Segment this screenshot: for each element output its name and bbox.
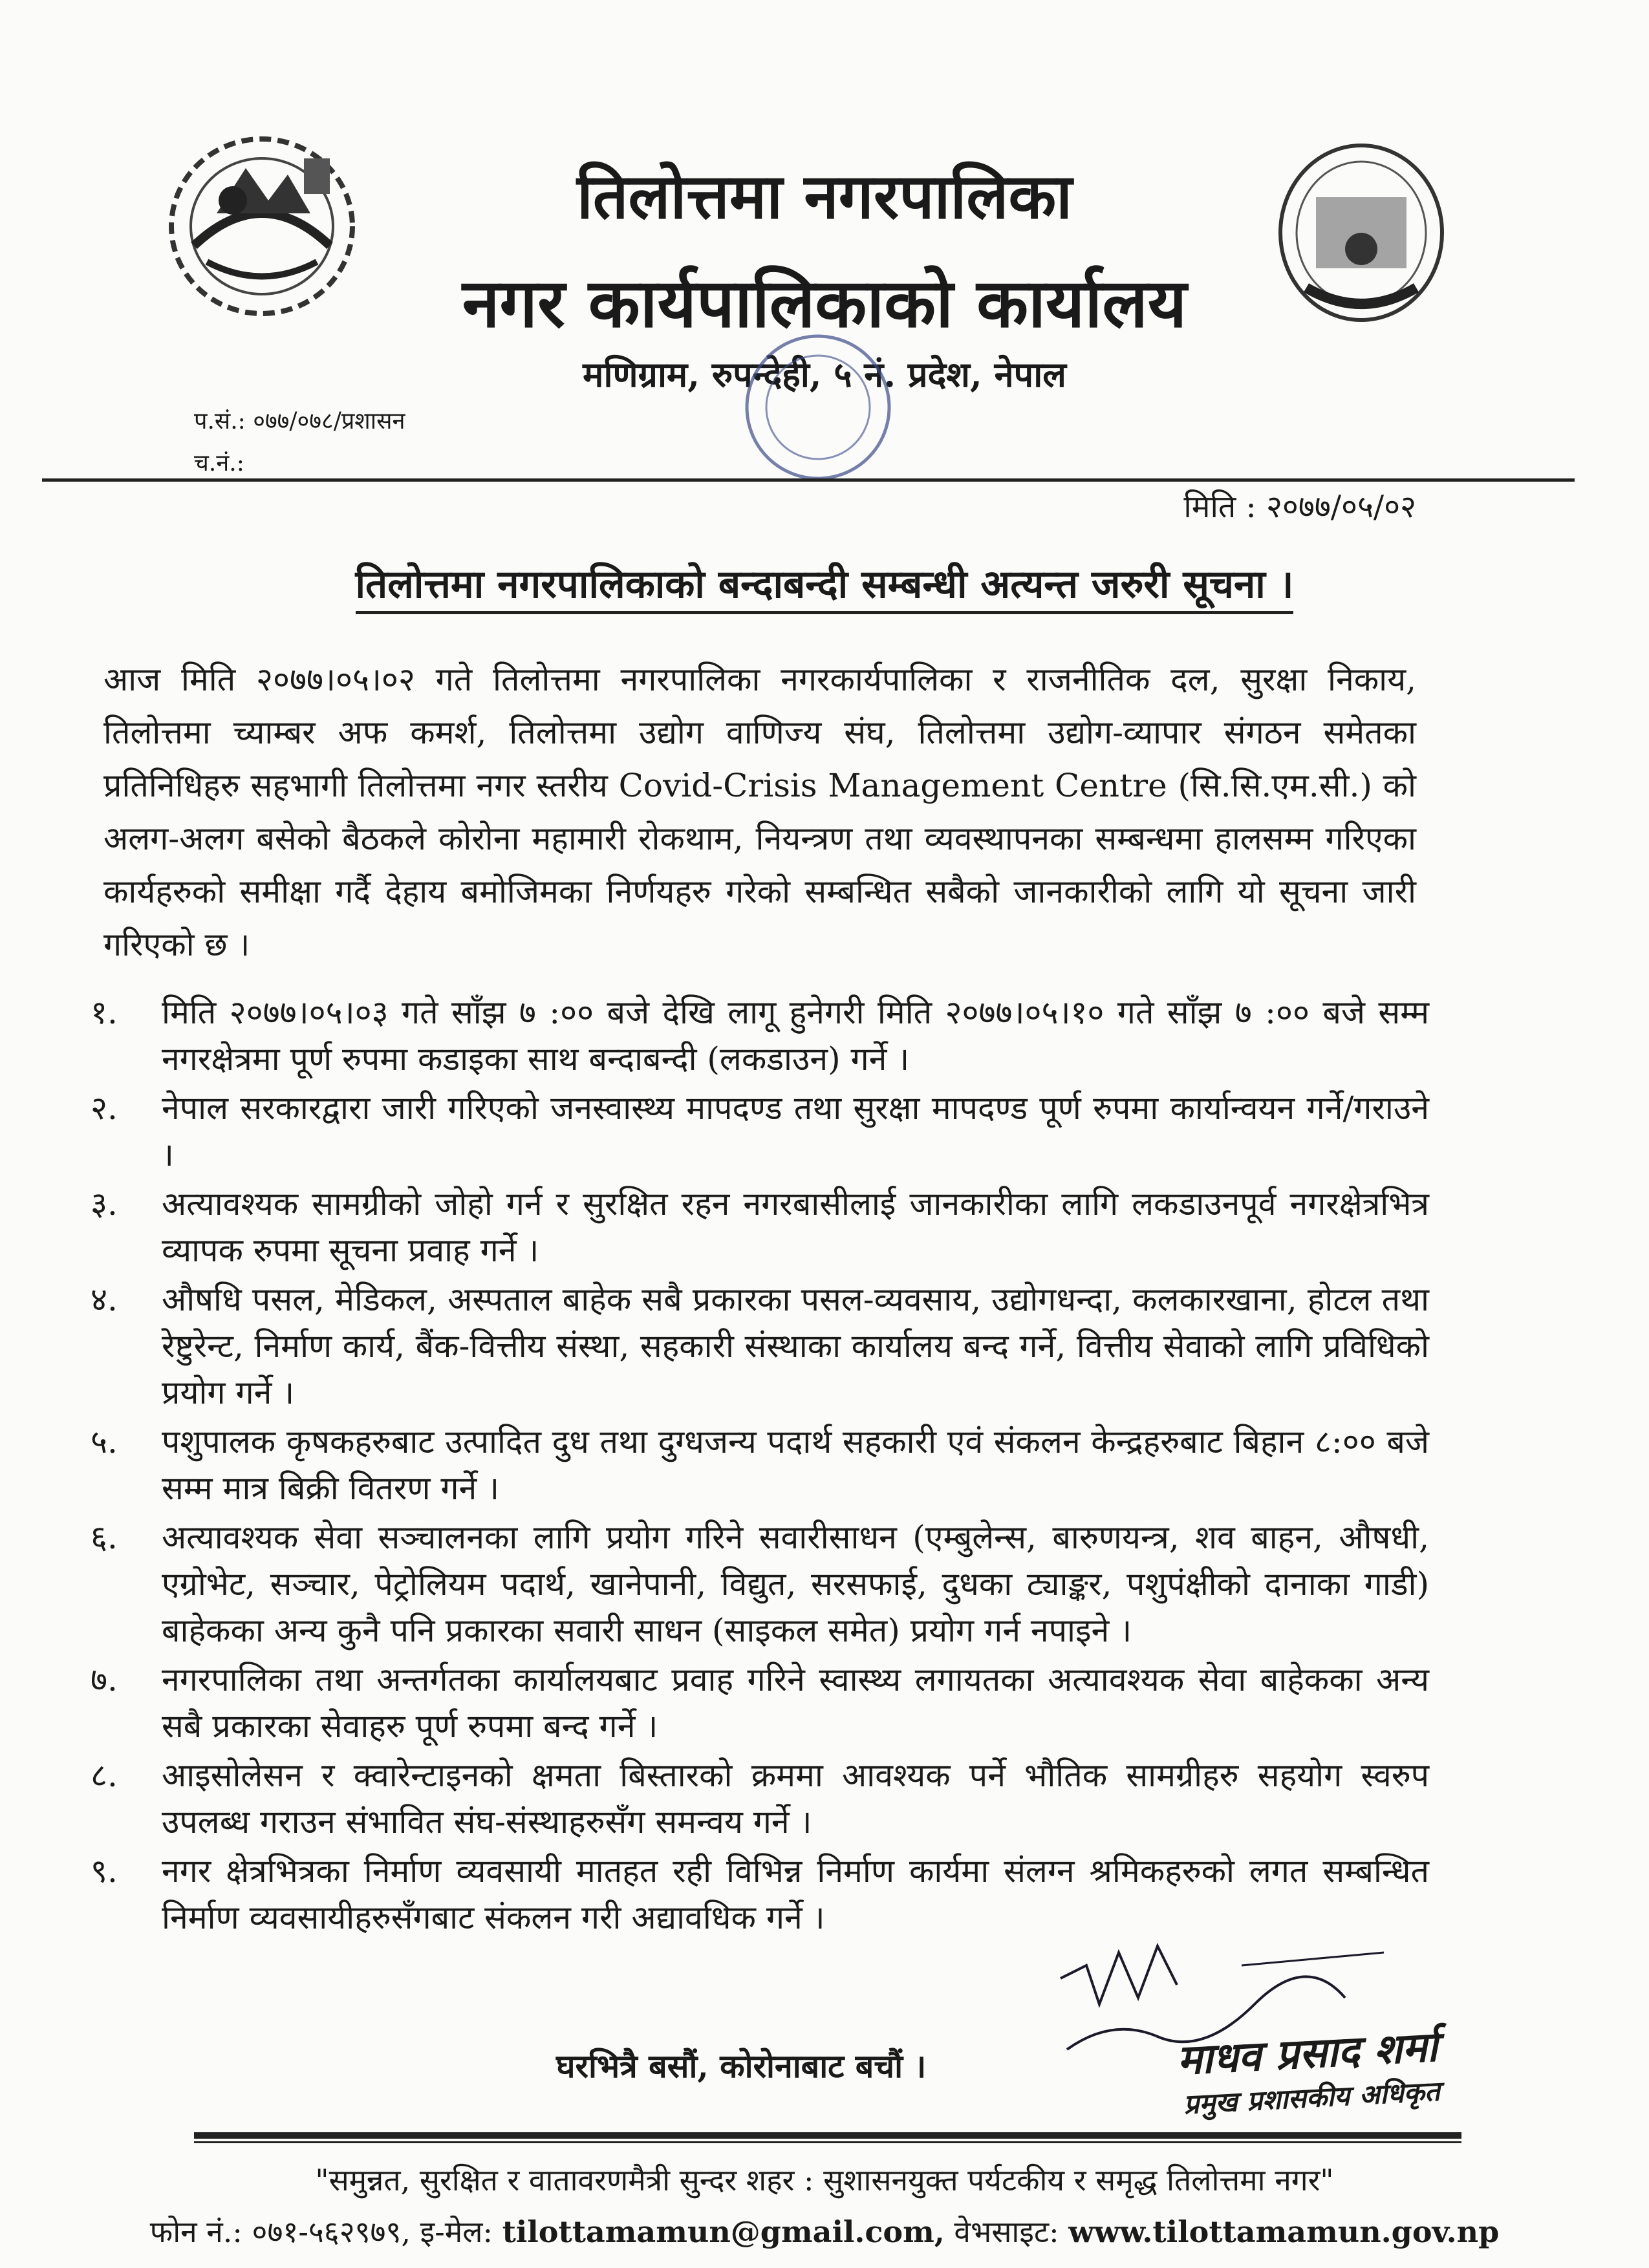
intro-paragraph: आज मिति २०७७।०५।०२ गते तिलोत्तमा नगरपालिका नगरकार्यपालिका र राजनीतिक दल, सुरक्षा निकाय, तिलोत्तमा च्याम्बर अफ कमर्श, तिलोत्तमा उद्योग वाणिज्य संघ, तिलोत्तमा उद्योग-व्यापार संगठन समेतका प्रतिनिधिहरु सहभागी तिलोत्तमा नगर स्तरीय Covid-Crisis Management Centre (सि.सि.एम.सी.) को अलग-अलग बसेको बैठकले कोरोना महामारी रोकथाम, नियन्त्रण तथा व्यवस्थापनका सम्बन्धमा हालसम्म गरिएका कार्यहरुको समीक्षा गर्दै देहाय बमोजिमका निर्णयहरु गरेको सम्बन्धित सबैको जानकारीको लागि यो सूचना जारी गरिएको छ । <box>103 661 1416 963</box>
decision-list <box>78 989 1429 1943</box>
decision-item <box>78 1418 1429 1512</box>
header-divider <box>42 478 1575 482</box>
footer-divider-thin <box>194 2141 1461 2143</box>
decision-text: अत्यावश्यक सामग्रीको जोहो गर्न र सुरक्षित रहन नगरबासीलाई जानकारीका लागि लकडाउनपूर्व नगरक्षेत्रभित्र व्यापक रुपमा सूचना प्रवाह गर्ने । <box>162 1185 1429 1269</box>
slogan: घरभित्रै बसौं, कोरोनाबाट बचौं । <box>556 2047 927 2085</box>
decision-number: ७. <box>91 1661 118 1698</box>
website-label: वेभसाइट: <box>954 2214 1059 2249</box>
decision-text: नेपाल सरकारद्वारा जारी गरिएको जनस्वास्थ्य मापदण्ड तथा सुरक्षा मापदण्ड पूर्ण रुपमा कार्यान्वयन गर्ने/गराउने । <box>162 1089 1429 1173</box>
decision-number: ८. <box>91 1757 118 1794</box>
decision-item <box>78 1276 1429 1416</box>
decision-number: ९. <box>91 1852 118 1890</box>
decision-text: नगरपालिका तथा अन्तर्गतका कार्यालयबाट प्रवाह गरिने स्वास्थ्य लगायतका अत्यावश्यक सेवा बाहेकका अन्य सबै प्रकारका सेवाहरु पूर्ण रुपमा बन्द गर्ने । <box>162 1661 1429 1745</box>
officer-title: प्रमुख प्रशासकीय अधिकृत <box>1183 2075 1441 2121</box>
notice-date: मिति : २०७७/०५/०२ <box>1183 489 1416 525</box>
footer-contact <box>0 2211 1649 2251</box>
decision-text: नगर क्षेत्रभित्रका निर्माण व्यवसायी मातहत रही विभिन्न निर्माण कार्यमा संलग्न श्रमिकहरुको लगत सम्बन्धित निर्माण व्यवसायीहरुसँगबाट संकलन गरी अद्यावधिक गर्ने । <box>162 1852 1429 1936</box>
decision-number: १. <box>91 994 118 1031</box>
decision-number: ३. <box>91 1185 118 1223</box>
phone-number: फोन नं.: ०७१-५६२९७९, <box>149 2214 411 2249</box>
office-address: मणिग्राम, रुपन्देही, ५ नं. प्रदेश, नेपाल <box>583 354 1066 395</box>
decision-text: आइसोलेसन र क्वारेन्टाइनको क्षमता बिस्तारको क्रममा आवश्यक पर्ने भौतिक सामग्रीहरु सहयोग स्वरुप उपलब्ध गराउन संभावित संघ-संस्थाहरुसँग समन्वय गर्ने । <box>162 1757 1429 1841</box>
notice-subject <box>0 556 1649 609</box>
website-link[interactable]: www.tilottamamun.gov.np <box>1068 2214 1500 2249</box>
decision-text: औषधि पसल, मेडिकल, अस्पताल बाहेक सबै प्रकारका पसल-व्यवसाय, उद्योगधन्दा, कलकारखाना, होटल तथा रेष्टुरेन्ट, निर्माण कार्य, बैंक-वित्तीय संस्था, सहकारी संस्थाका कार्यालय बन्द गर्ने, वित्तीय सेवाको लागि प्रविधिको प्रयोग गर्ने । <box>162 1281 1429 1411</box>
decision-number: ५. <box>91 1423 118 1460</box>
decision-number: ४. <box>91 1281 118 1318</box>
municipality-name: तिलोत्तमा नगरपालिका <box>576 160 1073 233</box>
decision-number: ६. <box>91 1519 118 1556</box>
decision-text: पशुपालक कृषकहरुबाट उत्पादित दुध तथा दुग्धजन्य पदार्थ सहकारी एवं संकलन केन्द्रहरुबाट बिहान ८:०० बजे सम्म मात्र बिक्री वितरण गर्ने । <box>162 1423 1429 1507</box>
dispatch-number: च.नं.: <box>194 450 244 476</box>
decision-number: २. <box>91 1089 118 1127</box>
decision-item <box>78 1514 1429 1654</box>
footer-motto: "समुन्नत, सुरक्षित र वातावरणमैत्री सुन्दर शहर : सुशासनयुक्त पर्यटकीय र समृद्ध तिलोत्तमा नगर" <box>315 2163 1334 2198</box>
decision-text: अत्यावश्यक सेवा सञ्चालनका लागि प्रयोग गरिने सवारीसाधन (एम्बुलेन्स, बारुणयन्त्र, शव बाहन, औषधी, एग्रोभेट, सञ्चार, पेट्रोलियम पदार्थ, खानेपानी, विद्युत, सरसफाई, दुधका ट्याङ्कर, पशुपंक्षीको दानाका गाडी) बाहेकका अन्य कुनै पनि प्रकारका सवारी साधन (साइकल समेत) प्रयोग गर्न नपाइने । <box>162 1519 1429 1649</box>
decision-item <box>78 1752 1429 1845</box>
office-stamp-icon <box>718 326 918 488</box>
officer-name: माधव प्रसाद शर्मा <box>1176 2022 1439 2085</box>
email-label: इ-मेल: <box>420 2214 493 2249</box>
decision-item <box>78 1181 1429 1274</box>
decision-item <box>78 1656 1429 1749</box>
email-link[interactable]: tilottamamun@gmail.com, <box>502 2214 945 2249</box>
office-name: नगर कार्यपालिकाको कार्यालय <box>462 263 1187 343</box>
reference-number: प.सं.: ०७७/०७८/प्रशासन <box>194 408 405 434</box>
decision-item <box>78 989 1429 1082</box>
decision-text: मिति २०७७।०५।०३ गते साँझ ७ :०० बजे देखि लागू हुनेगरी मिति २०७७।०५।१० गते साँझ ७ :०० बजे सम्म नगरक्षेत्रमा पूर्ण रुपमा कडाइका साथ बन्दाबन्दी (लकडाउन) गर्ने । <box>162 994 1429 1078</box>
notice-subject-text: तिलोत्तमा नगरपालिकाको बन्दाबन्दी सम्बन्धी अत्यन्त जरुरी सूचना । <box>356 562 1294 614</box>
decision-item <box>78 1085 1429 1178</box>
footer-divider <box>194 2132 1461 2139</box>
